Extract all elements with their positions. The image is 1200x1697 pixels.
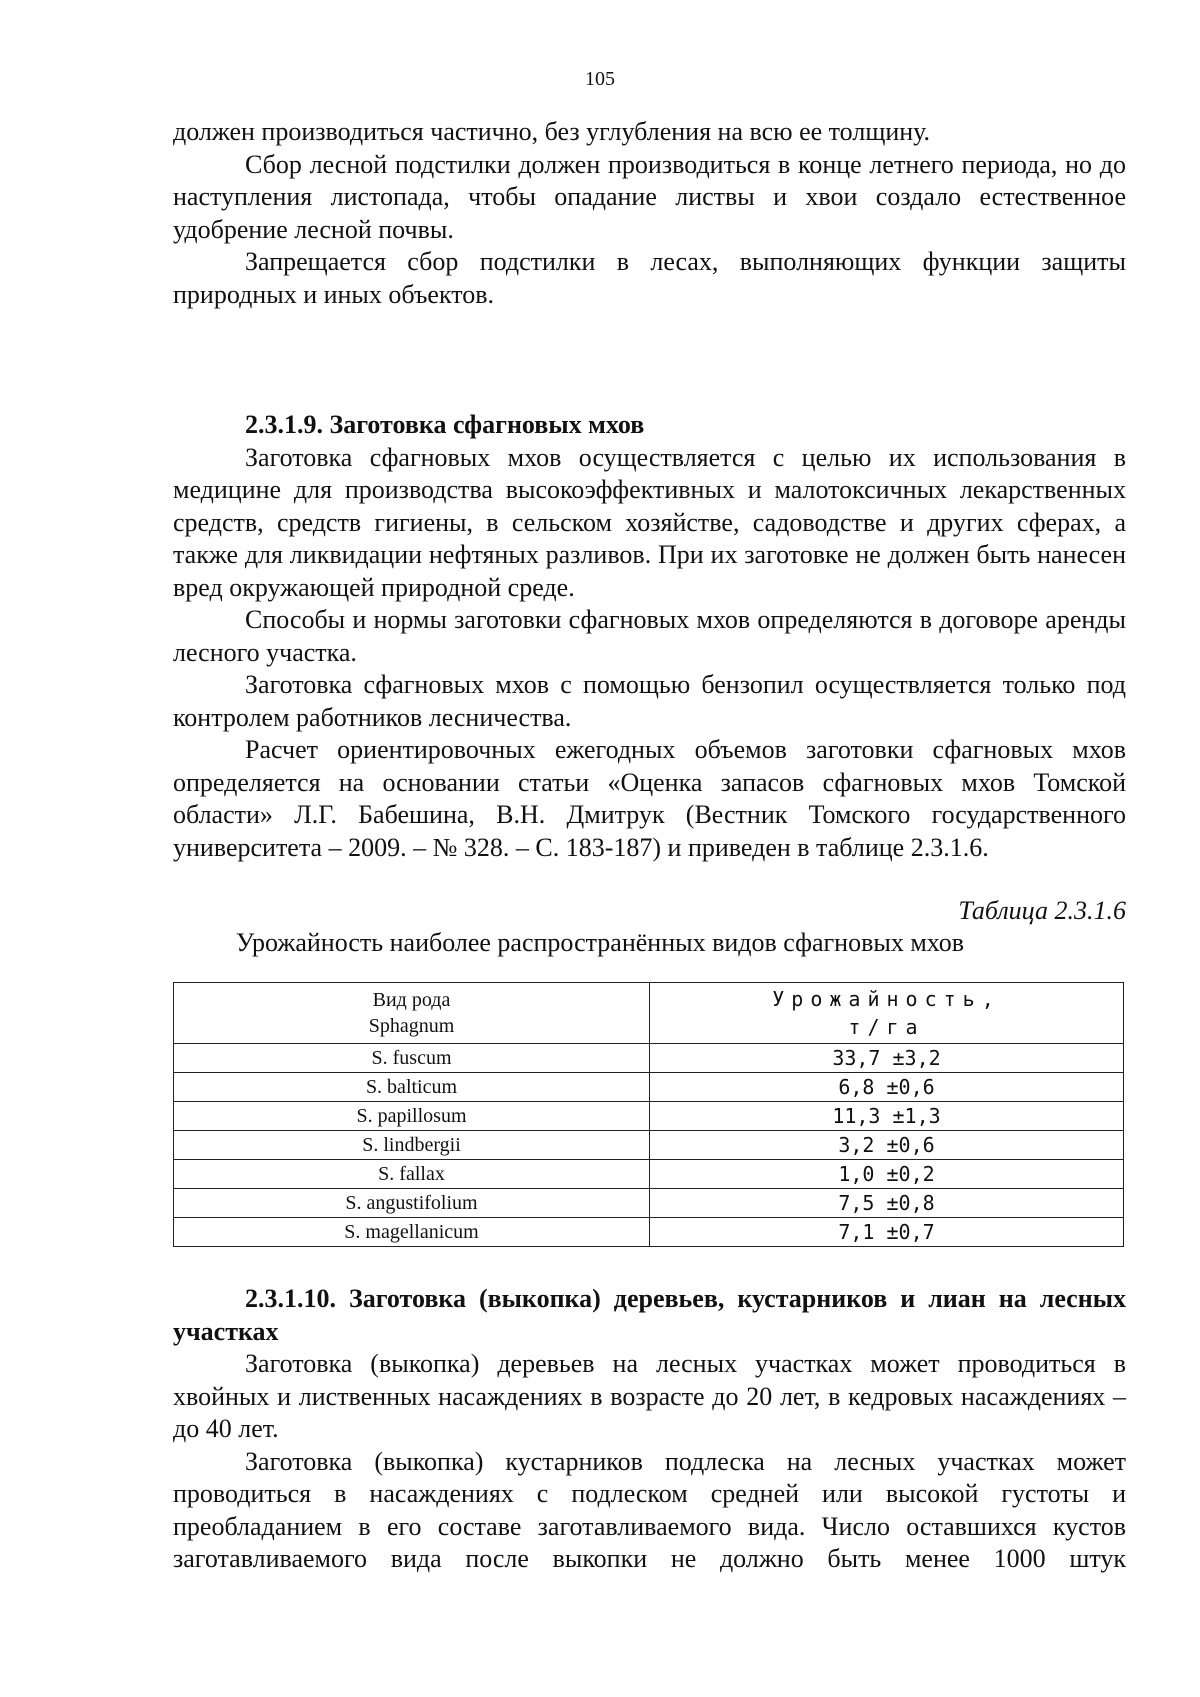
page-number: 105 xyxy=(585,68,615,90)
paragraph: Запрещается сбор подстилки в лесах, выполняющих функции защиты природных и иных объектов. xyxy=(173,247,1126,309)
continued-paragraph: должен производиться частично, без углубления на всю ее толщину. xyxy=(173,117,931,146)
yield-cell: 7,5 ±0,8 xyxy=(650,1189,1124,1218)
header-species: Вид рода Sphagnum xyxy=(174,983,650,1044)
table-title: Урожайность наиболее распространённых видов сфагновых мхов xyxy=(235,928,965,957)
paragraph: Заготовка (выкопка) деревьев на лесных участках может проводиться в хвойных и лиственных насаждениях в возрасте до 20 лет, в кедровых насаждениях – до 40 лет. xyxy=(173,1349,1126,1443)
yield-cell: 33,7 ±3,2 xyxy=(650,1044,1124,1073)
intro-block xyxy=(173,116,1126,311)
table-row xyxy=(174,1218,1124,1247)
table-row xyxy=(174,1189,1124,1218)
table-header-row xyxy=(174,983,1124,1044)
yield-cell: 11,3 ±1,3 xyxy=(650,1102,1124,1131)
table-row xyxy=(174,1044,1124,1073)
table-row xyxy=(174,1102,1124,1131)
species-cell: S. papillosum xyxy=(174,1102,650,1131)
species-cell: S. angustifolium xyxy=(174,1189,650,1218)
yield-cell: 1,0 ±0,2 xyxy=(650,1160,1124,1189)
table-label: Таблица 2.3.1.6 xyxy=(958,896,1126,925)
table-row xyxy=(174,1160,1124,1189)
header-yield: Урожайность, т/га xyxy=(650,983,1124,1044)
yield-cell: 6,8 ±0,6 xyxy=(650,1073,1124,1102)
section-heading: 2.3.1.10. Заготовка (выкопка) деревьев, кустарников и лиан на лесных участках xyxy=(173,1284,1126,1346)
species-cell: S. fuscum xyxy=(174,1044,650,1073)
species-cell: S. balticum xyxy=(174,1073,650,1102)
paragraph: Заготовка сфагновых мхов осуществляется с целью их использования в медицине для производства высокоэффективных и малотоксичных лекарственных средств, средств гигиены, в сельском хозяйстве, садоводстве и других сферах, а также для ликвидации нефтяных разливов. При их заготовке не должен быть нанесен вред окружающей природной среде. xyxy=(173,442,1126,602)
section-heading: 2.3.1.9. Заготовка сфагновых мхов xyxy=(245,410,645,439)
paragraph: Заготовка сфагновых мхов с помощью бензопил осуществляется только под контролем работников лесничества. xyxy=(173,670,1126,732)
paragraph: Способы и нормы заготовки сфагновых мхов определяются в договоре аренды лесного участка. xyxy=(173,605,1126,667)
paragraph: Сбор лесной подстилки должен производиться в конце летнего периода, но до наступления листопада, чтобы опадание листвы и хвои создало естественное удобрение лесной почвы. xyxy=(173,149,1126,244)
sphagnum-yield-table xyxy=(173,982,1124,1247)
species-cell: S. fallax xyxy=(174,1160,650,1189)
table-row xyxy=(174,1131,1124,1160)
yield-cell: 3,2 ±0,6 xyxy=(650,1131,1124,1160)
species-cell: S. lindbergii xyxy=(174,1131,650,1160)
paragraph: Расчет ориентировочных ежегодных объемов заготовки сфагновых мхов определяется на основании статьи «Оценка запасов сфагновых мхов Томской области» Л.Г. Бабешина, В.Н. Дмитрук (Вестник Томского государственного университета – 2009. – № 328. – С. 183-187) и приведен в таблице 2.3.1.6. xyxy=(173,735,1126,862)
yield-cell: 7,1 ±0,7 xyxy=(650,1218,1124,1247)
table-row xyxy=(174,1073,1124,1102)
section-2-3-1-9 xyxy=(173,409,1126,864)
section-2-3-1-10 xyxy=(173,1283,1126,1576)
paragraph: Заготовка (выкопка) кустарников подлеска на лесных участках может проводиться в насаждениях с подлеском средней или высокой густоты и преобладанием в его составе заготавливаемого вида. Число оставшихся кустов заготавливаемого вида после выкопки не должно быть менее 1000 штук xyxy=(173,1446,1126,1573)
species-cell: S. magellanicum xyxy=(174,1218,650,1247)
